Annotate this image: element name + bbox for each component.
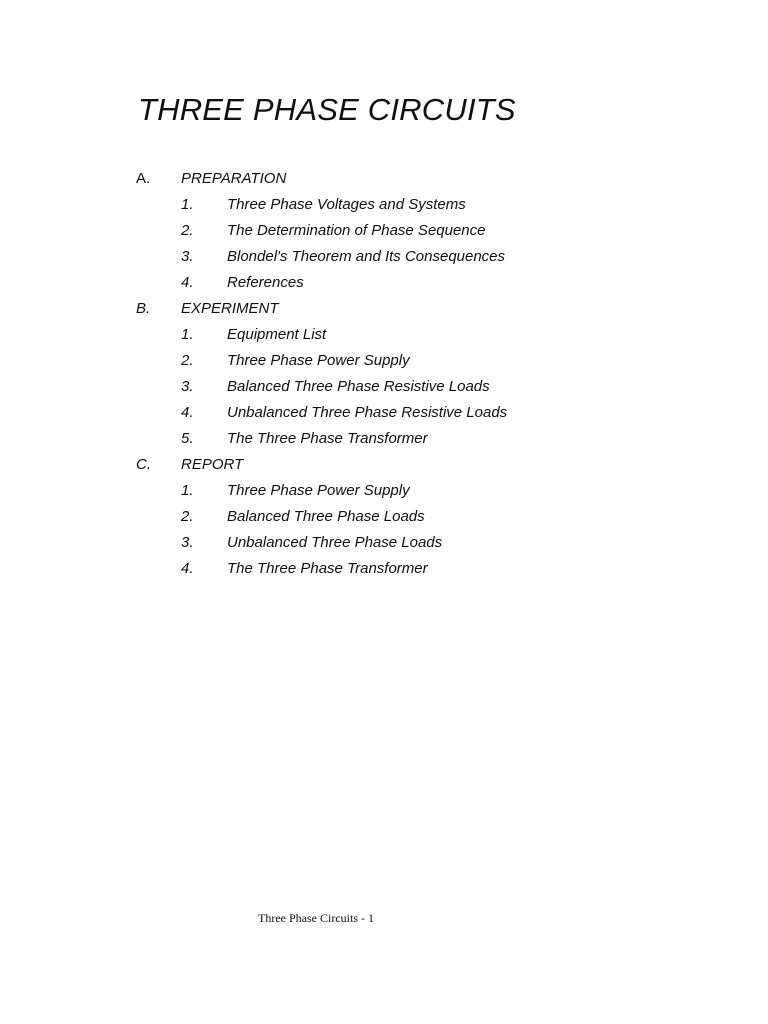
item-number: 1. (181, 196, 194, 213)
item-title: Unbalanced Three Phase Loads (227, 534, 443, 551)
section-heading-b (0, 299, 768, 325)
item-title: Three Phase Power Supply (227, 482, 410, 499)
list-item (0, 559, 768, 585)
item-title: References (227, 274, 304, 291)
item-title: Equipment List (227, 326, 327, 343)
item-number: 3. (181, 248, 194, 265)
item-number: 4. (181, 404, 194, 421)
list-item (0, 325, 768, 351)
list-item (0, 195, 768, 221)
list-item (0, 533, 768, 559)
list-item (0, 273, 768, 299)
list-item (0, 481, 768, 507)
item-number: 2. (181, 352, 194, 369)
item-title: Blondel's Theorem and Its Consequences (227, 248, 506, 265)
item-title: Three Phase Power Supply (227, 352, 410, 369)
item-title: The Three Phase Transformer (227, 430, 428, 447)
list-item (0, 429, 768, 455)
section-heading-a (0, 169, 768, 195)
section-letter: A. (136, 170, 151, 187)
item-title: Balanced Three Phase Resistive Loads (227, 378, 490, 395)
item-number: 5. (181, 430, 194, 447)
list-item (0, 351, 768, 377)
list-item (0, 507, 768, 533)
item-number: 3. (181, 534, 194, 551)
section-title: REPORT (181, 456, 244, 473)
list-item (0, 221, 768, 247)
item-number: 3. (181, 378, 194, 395)
list-item (0, 247, 768, 273)
item-number: 1. (181, 326, 194, 343)
section-title: PREPARATION (181, 170, 287, 187)
item-number: 1. (181, 482, 194, 499)
list-item (0, 377, 768, 403)
item-title: The Determination of Phase Sequence (227, 222, 486, 239)
item-number: 2. (181, 222, 194, 239)
item-number: 4. (181, 560, 194, 577)
page-footer: Three Phase Circuits - 1 (258, 911, 374, 925)
list-item (0, 403, 768, 429)
section-title: EXPERIMENT (181, 300, 279, 317)
section-heading-c (0, 455, 768, 481)
item-number: 4. (181, 274, 194, 291)
item-title: Three Phase Voltages and Systems (227, 196, 466, 213)
page-title: THREE PHASE CIRCUITS (138, 92, 516, 127)
section-letter: C. (136, 456, 151, 473)
item-number: 2. (181, 508, 194, 525)
table-of-contents (0, 169, 768, 585)
section-letter: B. (136, 300, 151, 317)
item-title: Unbalanced Three Phase Resistive Loads (227, 404, 508, 421)
item-title: Balanced Three Phase Loads (227, 508, 425, 525)
item-title: The Three Phase Transformer (227, 560, 428, 577)
